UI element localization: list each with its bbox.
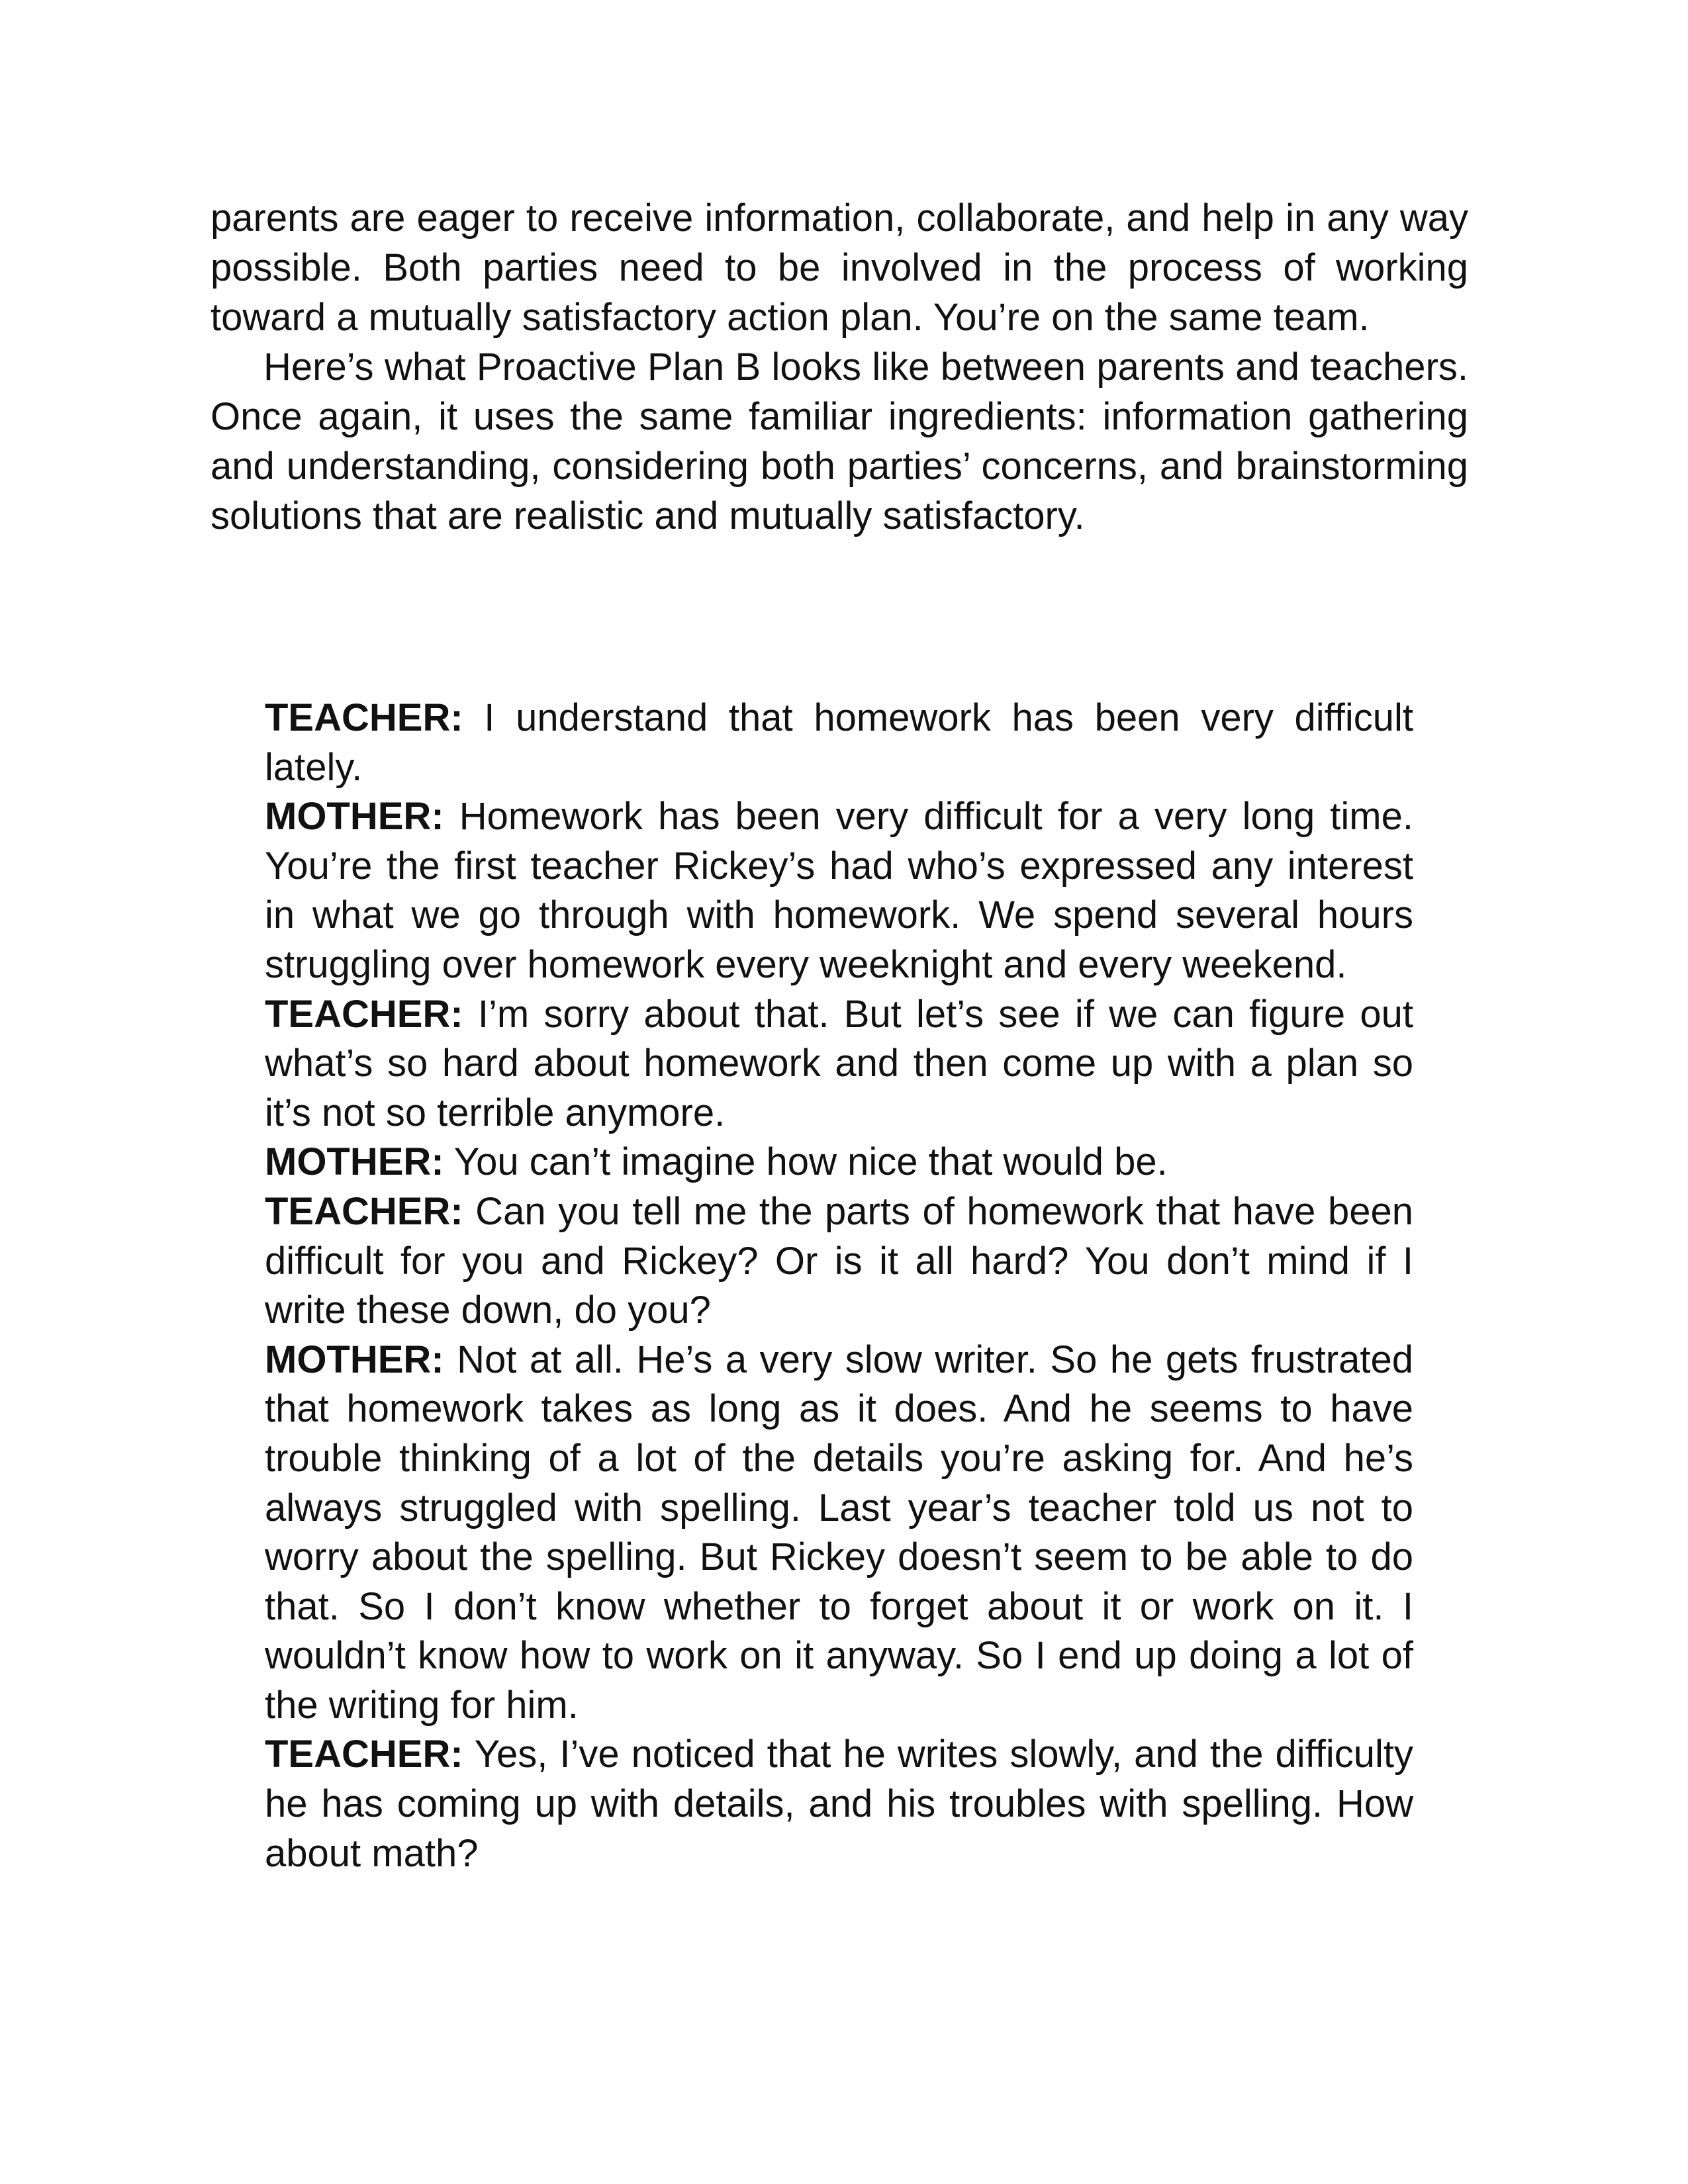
speaker-label: MOTHER: xyxy=(265,795,444,839)
dialogue-block xyxy=(265,694,1413,1878)
dialogue-turn xyxy=(265,1187,1413,1336)
dialogue-turn xyxy=(265,792,1413,989)
body-text xyxy=(211,193,1468,541)
dialogue-text: Can you tell me the parts of homework that have been difficult for you and Rickey? Or is it all hard? You don’t mind if I write these down, do you? xyxy=(265,1189,1413,1332)
dialogue-turn xyxy=(265,694,1413,792)
dialogue-turn xyxy=(265,1730,1413,1878)
speaker-label: TEACHER: xyxy=(265,1733,463,1776)
dialogue-turn xyxy=(265,1336,1413,1731)
dialogue-text: I understand that homework has been very difficult lately. xyxy=(265,696,1413,789)
speaker-label: TEACHER: xyxy=(265,1189,463,1233)
dialogue-text: Yes, I’ve noticed that he writes slowly, and the difficulty he has coming up with details, and his troubles with spelling. How about math? xyxy=(265,1733,1413,1875)
dialogue-text: I’m sorry about that. But let’s see if we can figure out what’s so hard about homework and then come up with a plan so it’s not so terrible anymore. xyxy=(265,992,1413,1134)
dialogue-text: You can’t imagine how nice that would be. xyxy=(444,1140,1168,1184)
dialogue-turn xyxy=(265,990,1413,1138)
speaker-label: MOTHER: xyxy=(265,1338,444,1381)
speaker-label: TEACHER: xyxy=(265,696,463,739)
paragraph: parents are eager to receive information, collaborate, and help in any way possible. Both parties need to be involved in the process of working toward a mutually satisfactory action plan. You’re on the same team. xyxy=(211,197,1468,339)
paragraph: Here’s what Proactive Plan B looks like between parents and teachers. Once again, it uses the same familiar ingredients: information gathering and understanding, considering both parties’ concerns, and brainstorming solutions that are realistic and mutually satisfactory. xyxy=(211,345,1468,537)
dialogue-text: Not at all. He’s a very slow writer. So he gets frustrated that homework takes as long as it does. And he seems to have trouble thinking of a lot of the details you’re asking for. And he’s always struggled with spelling. Last year’s teacher told us not to worry about the spelling. But Rickey doesn’t seem to be able to do that. So I don’t know whether to forget about it or work on it. I wouldn’t know how to work on it anyway. So I end up doing a lot of the writing for him. xyxy=(265,1338,1413,1727)
dialogue-text: Homework has been very difficult for a very long time. You’re the first teacher Rickey’s had who’s expressed any interest in what we go through with homework. We spend several hours struggling over homework every weeknight and every weekend. xyxy=(265,795,1413,986)
speaker-label: TEACHER: xyxy=(265,992,463,1036)
dialogue-turn xyxy=(265,1138,1413,1187)
speaker-label: MOTHER: xyxy=(265,1140,444,1184)
